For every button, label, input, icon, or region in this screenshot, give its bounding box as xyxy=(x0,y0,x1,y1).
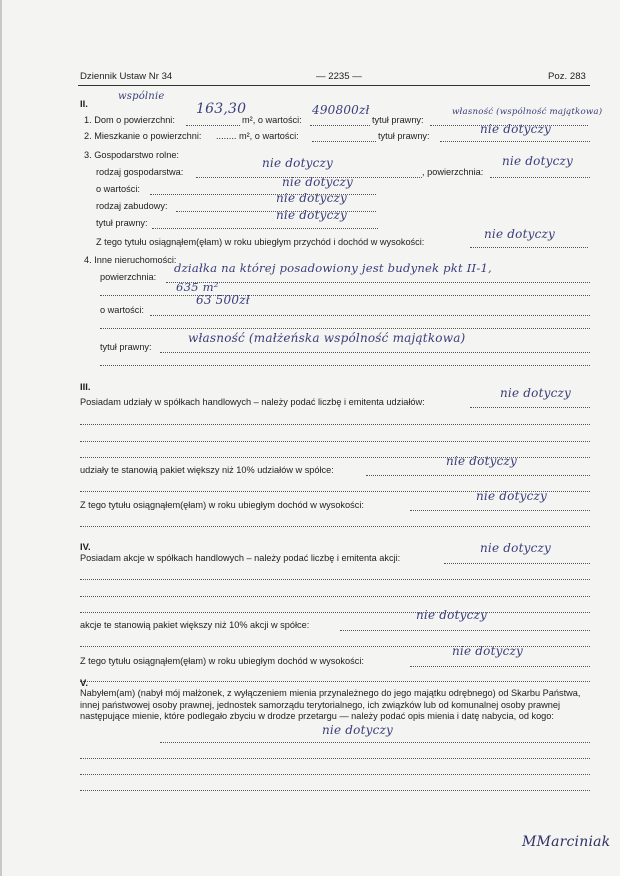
apartment-title-line xyxy=(440,141,590,142)
section-v-line xyxy=(160,742,590,743)
farm-building-value: nie dotyczy xyxy=(276,191,348,205)
shares-line xyxy=(470,407,590,408)
other-title-line xyxy=(160,352,590,353)
shares-value: nie dotyczy xyxy=(500,386,572,400)
stocks-package-label: akcje te stanowią pakiet większy niż 10% akcji w spółce: xyxy=(80,620,310,630)
other-title-label: tytuł prawny: xyxy=(100,342,152,352)
stocks-package-line xyxy=(340,630,590,631)
stocks-income-line xyxy=(410,666,590,667)
section-iv-numeral: IV. xyxy=(80,541,91,552)
farm-title-value: nie dotyczy xyxy=(276,208,348,222)
shares-package-label: udziały te stanowią pakiet większy niż 10% udziałów w spółce: xyxy=(80,465,334,475)
other-value-line-2 xyxy=(100,328,590,329)
header-rule xyxy=(78,85,590,86)
house-value: 490800zł xyxy=(312,103,370,117)
stocks-line-3 xyxy=(80,596,590,597)
house-area-line xyxy=(186,125,240,126)
section-ii-numeral: II. xyxy=(80,98,88,109)
journal-title: Dziennik Ustaw Nr 34 xyxy=(80,71,173,82)
stocks-income-label: Z tego tytułu osiągnąłem(ęłam) w roku ubiegłym dochód w wysokości: xyxy=(80,656,364,666)
scan-edge xyxy=(0,0,2,876)
other-title-line-2 xyxy=(100,365,590,366)
farm-label: 3. Gospodarstwo rolne: xyxy=(84,150,179,160)
farm-income-line xyxy=(470,247,588,248)
farm-area-value: nie dotyczy xyxy=(502,154,574,168)
shares-package-line xyxy=(366,475,590,476)
shares-line-2 xyxy=(80,424,590,425)
other-area-value-1: działka na której posadowiony jest budynek pkt II-1, xyxy=(174,261,492,275)
farm-area-label: , powierzchnia: xyxy=(422,167,484,177)
other-value-line xyxy=(150,315,590,316)
other-title-value: własność (małżeńska wspólność majątkowa) xyxy=(188,331,466,345)
other-label: 4. Inne nieruchomości: xyxy=(84,255,177,265)
section-v-line-4 xyxy=(80,790,590,791)
shares-label: Posiadam udziały w spółkach handlowych – należy podać liczbę i emitenta udziałów: xyxy=(80,397,425,407)
shares-line-3 xyxy=(80,441,590,442)
shares-income-line xyxy=(410,510,590,511)
other-area-line-2 xyxy=(100,295,590,296)
farm-title-label: tytuł prawny: xyxy=(96,218,148,228)
apartment-m2-label: ........ m², o wartości: xyxy=(216,131,299,141)
handwritten-note: wspólnie xyxy=(118,91,165,102)
other-value-value: 63 500zł xyxy=(196,293,250,307)
other-area-label: powierzchnia: xyxy=(100,272,157,282)
farm-type-value: nie dotyczy xyxy=(262,156,334,170)
house-label: 1. Dom o powierzchni: xyxy=(84,115,175,125)
farm-area-line xyxy=(490,177,590,178)
stocks-line xyxy=(444,563,590,564)
shares-income-label: Z tego tytułu osiągnąłem(ęłam) w roku ubiegłym dochód w wysokości: xyxy=(80,500,364,510)
stocks-label: Posiadam akcje w spółkach handlowych – należy podać liczbę i emitenta akcji: xyxy=(80,553,401,563)
signature: MMarciniak xyxy=(522,834,611,850)
section-v-numeral: V. xyxy=(80,677,88,688)
apartment-value-line xyxy=(312,141,376,142)
apartment-title-label: tytuł prawny: xyxy=(378,131,430,141)
other-area-value-2: 635 m² xyxy=(176,280,219,294)
stocks-income-line-2 xyxy=(80,681,590,682)
shares-income-value: nie dotyczy xyxy=(476,489,548,503)
stocks-line-2 xyxy=(80,579,590,580)
stocks-line-4 xyxy=(80,612,590,613)
stocks-package-value: nie dotyczy xyxy=(416,608,488,622)
shares-income-line-2 xyxy=(80,526,590,527)
section-v-value: nie dotyczy xyxy=(322,723,394,737)
apartment-title-value: nie dotyczy xyxy=(480,122,552,136)
other-value-label: o wartości: xyxy=(100,305,144,315)
section-v-paragraph: Nabyłem(am) (nabył mój małżonek, z wyłączeniem mienia przynależnego do jego majątku odrębnego) od Skarbu Państwa, innej państwowej osoby prawnej, jednostek samorządu terytorialnego, ich związków lub od komunalnej osoby prawnej następujące mienie, które podlegało zbyciu w drodze przetargu — należy podać opis mienia i datę nabycia, od kogo: xyxy=(80,688,581,722)
farm-building-label: rodzaj zabudowy: xyxy=(96,201,168,211)
page-number: — 2235 — xyxy=(316,71,362,82)
house-title-label: tytuł prawny: xyxy=(372,115,424,125)
farm-income-value: nie dotyczy xyxy=(484,227,556,241)
house-title-value: własność (wspólność majątkowa) xyxy=(452,107,603,117)
farm-value-value: nie dotyczy xyxy=(282,175,354,189)
stocks-value: nie dotyczy xyxy=(480,541,552,555)
apartment-label: 2. Mieszkanie o powierzchni: xyxy=(84,131,202,141)
house-area-value: 163,30 xyxy=(196,101,247,117)
other-area-line xyxy=(166,282,590,283)
section-v-line-3 xyxy=(80,774,590,775)
farm-value-label: o wartości: xyxy=(96,184,140,194)
section-v-line-2 xyxy=(80,758,590,759)
farm-type-label: rodzaj gospodarstwa: xyxy=(96,167,184,177)
house-m2-label: m², o wartości: xyxy=(242,115,302,125)
shares-package-value: nie dotyczy xyxy=(446,454,518,468)
farm-income-label: Z tego tytułu osiągnąłem(ęłam) w roku ubiegłym przychód i dochód w wysokości: xyxy=(96,237,425,247)
position-number: Poz. 283 xyxy=(548,71,586,82)
house-value-line xyxy=(310,125,370,126)
stocks-income-value: nie dotyczy xyxy=(452,644,524,658)
section-iii-numeral: III. xyxy=(80,381,91,392)
farm-title-line xyxy=(152,228,378,229)
